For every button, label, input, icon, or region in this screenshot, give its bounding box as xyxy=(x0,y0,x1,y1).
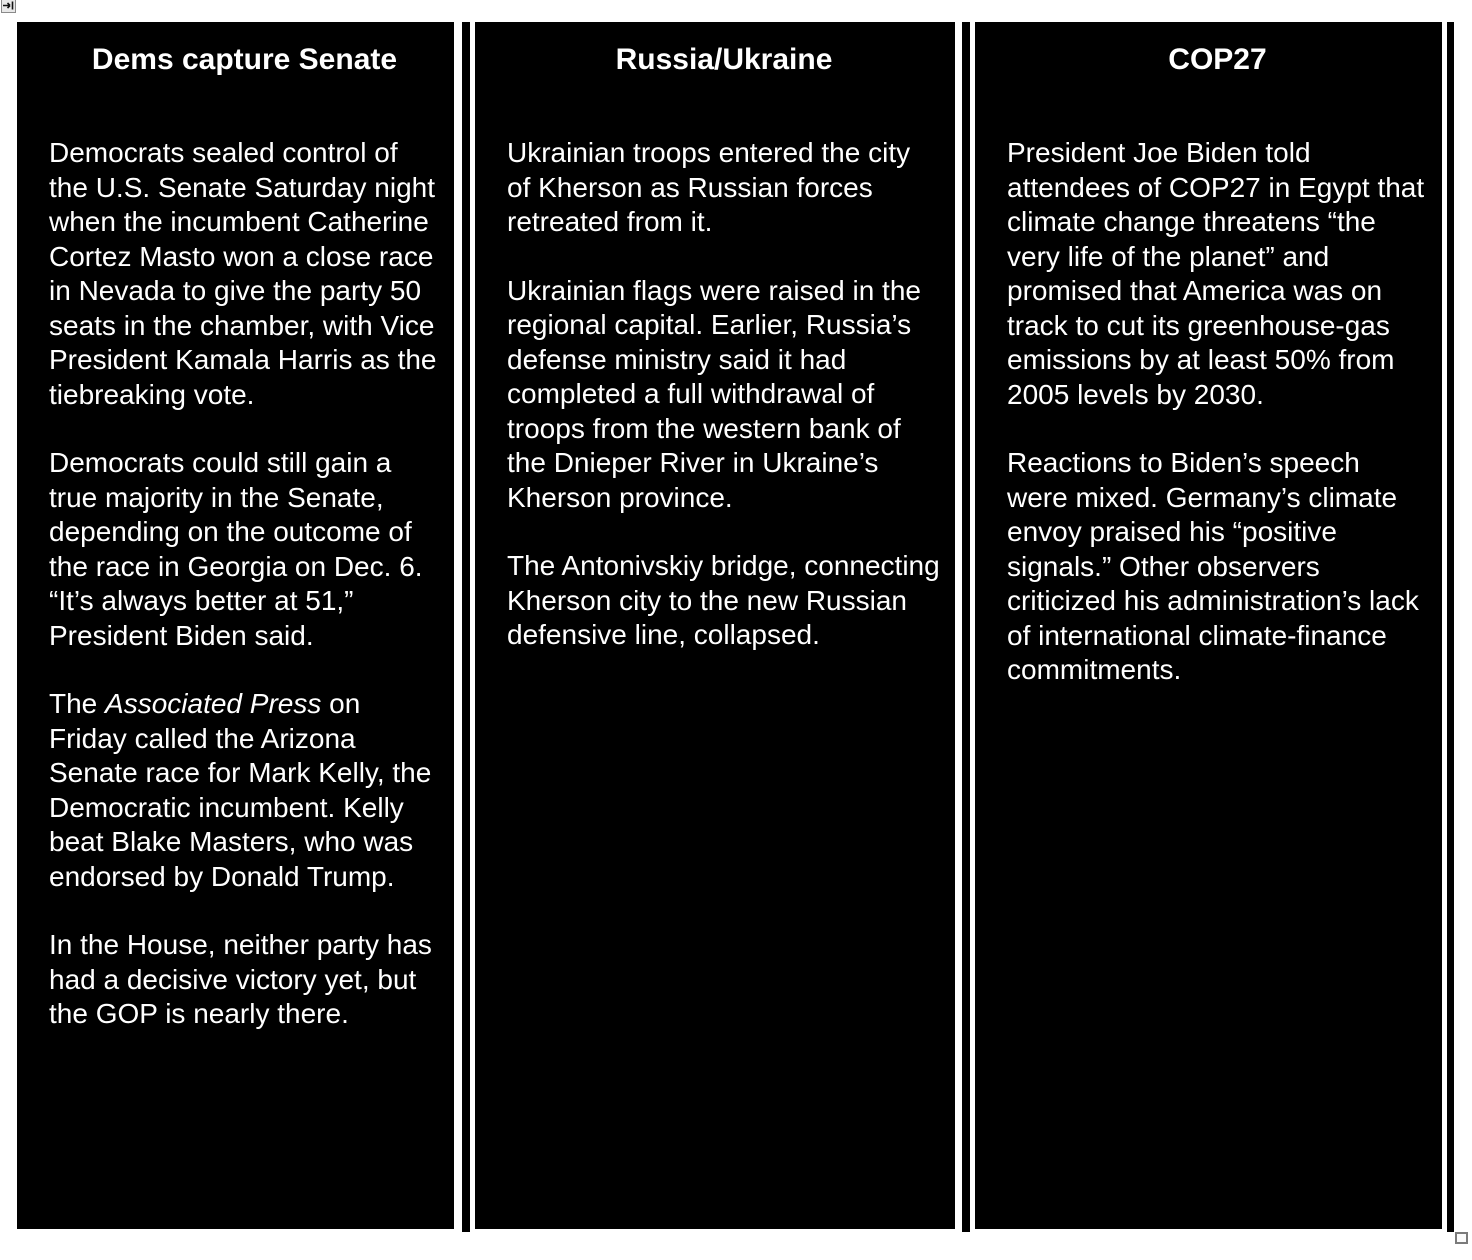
tab-arrow-icon xyxy=(3,1,14,10)
column-title: Russia/Ukraine xyxy=(615,43,833,76)
column-paragraph: The Antonivskiy bridge, connecting Kherson city to the new Russian defensive line, collapsed. xyxy=(507,550,940,650)
column-paragraph: Ukrainian troops entered the city of Kherson as Russian forces retreated from it. xyxy=(507,137,911,237)
news-column-cop27 xyxy=(975,22,1442,1229)
column-paragraph: In the House, neither party has had a decisive victory yet, but the GOP is nearly there. xyxy=(49,929,432,1029)
top-left-arrow-button[interactable] xyxy=(1,0,16,13)
right-border xyxy=(1447,22,1454,1232)
column-divider xyxy=(962,22,970,1232)
column-paragraph: Democrats sealed control of the U.S. Senate Saturday night when the incumbent Catherine Cortez Masto won a close race in Nevada to give the party 50 seats in the chamber, with Vice President Kamala Harris as the tiebreaking vote. xyxy=(49,137,437,410)
column-title: Dems capture Senate xyxy=(91,43,398,76)
news-column-senate xyxy=(17,22,454,1229)
column-paragraph: Reactions to Biden’s speech were mixed. Germany’s climate envoy praised his “positive signals.” Other observers criticized his administration’s lack of international climate-finance commitments. xyxy=(1007,447,1419,685)
column-paragraph: Ukrainian flags were raised in the regional capital. Earlier, Russia’s defense ministry said it had completed a full withdrawal of troops from the western bank of the Dnieper River in Ukraine’s Kherson province. xyxy=(507,274,921,513)
column-divider xyxy=(462,22,470,1232)
column-body xyxy=(49,136,440,1032)
news-board xyxy=(17,22,1454,1232)
column-title: COP27 xyxy=(1168,43,1267,76)
column-paragraph: President Joe Biden told attendees of COP27 in Egypt that climate change threatens “the very life of the planet” and promised that America was on track to cut its greenhouse-gas emissions by at least 50% from 2005 levels by 2030. xyxy=(1007,137,1425,410)
column-body xyxy=(507,136,941,653)
column-paragraph: Democrats could still gain a true majority in the Senate, depending on the outcome of the race in Georgia on Dec. 6. “It’s always better at 51,” President Biden said. xyxy=(49,447,423,651)
column-paragraph: The Associated Press on Friday called the Arizona Senate race for Mark Kelly, the Democratic incumbent. Kelly beat Blake Masters, who was endorsed by Donald Trump. xyxy=(49,688,432,892)
column-body xyxy=(1007,136,1428,688)
news-column-russia-ukraine xyxy=(475,22,955,1229)
resize-handle[interactable] xyxy=(1455,1232,1468,1244)
